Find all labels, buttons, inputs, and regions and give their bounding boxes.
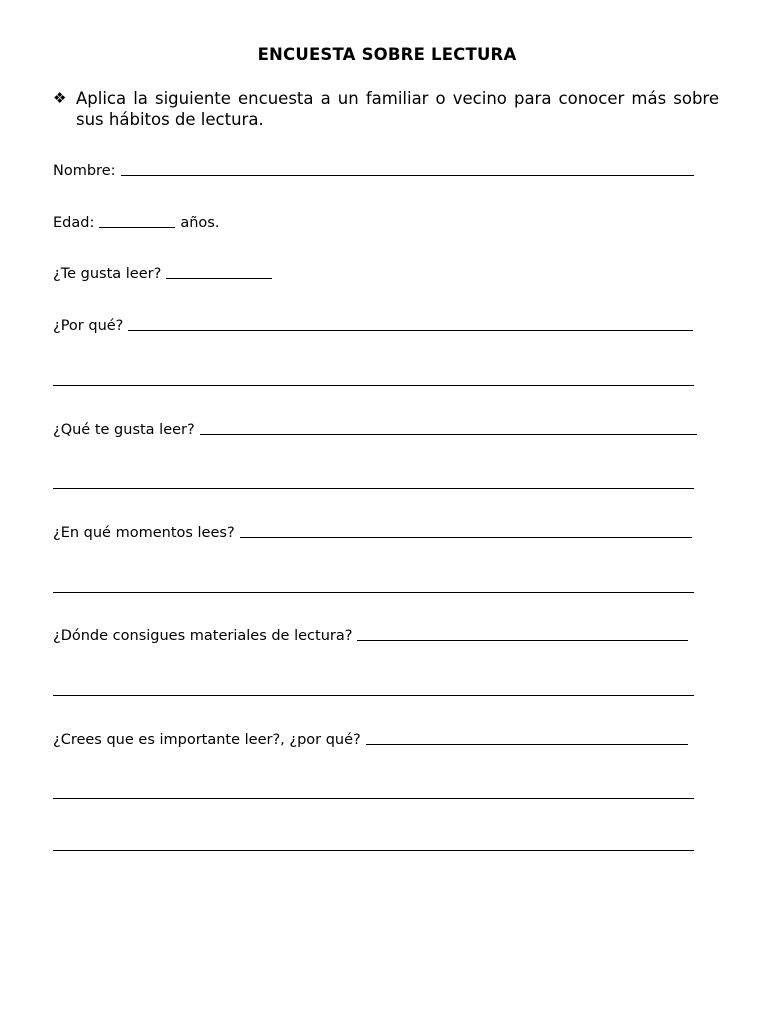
momentos-answer-line[interactable]: [240, 523, 692, 538]
que-leer-answer-line-2[interactable]: [53, 488, 694, 489]
instruction: [53, 88, 719, 130]
importante-answer-line-2[interactable]: [53, 798, 694, 799]
nombre-label: Nombre:: [53, 163, 116, 179]
diamond-bullet-icon: ❖: [53, 89, 67, 107]
nombre-field: [53, 161, 694, 179]
edad-answer-line[interactable]: [99, 213, 175, 228]
donde-label: ¿Dónde consigues materiales de lectura?: [53, 628, 353, 644]
importante-answer-line-3[interactable]: [53, 850, 694, 851]
por-que-answer-line[interactable]: [128, 316, 693, 331]
te-gusta-label: ¿Te gusta leer?: [53, 266, 162, 282]
por-que-label: ¿Por qué?: [53, 318, 124, 334]
nombre-answer-line[interactable]: [121, 161, 694, 176]
importante-field: [53, 730, 688, 748]
instruction-text: Aplica la siguiente encuesta a un familiar o vecino para conocer más sobre sus hábitos de lectura.: [76, 89, 719, 129]
te-gusta-field: [53, 264, 272, 282]
donde-field: [53, 626, 688, 644]
importante-label: ¿Crees que es importante leer?, ¿por qué?: [53, 732, 361, 748]
page-title: ENCUESTA SOBRE LECTURA: [257, 45, 517, 64]
importante-answer-line[interactable]: [366, 730, 688, 745]
donde-answer-line-2[interactable]: [53, 695, 694, 696]
edad-unit: años.: [180, 215, 220, 231]
donde-answer-line[interactable]: [357, 626, 688, 641]
momentos-label: ¿En qué momentos lees?: [53, 525, 235, 541]
momentos-answer-line-2[interactable]: [53, 592, 694, 593]
edad-label: Edad:: [53, 215, 95, 231]
por-que-field: [53, 316, 693, 334]
te-gusta-answer-line[interactable]: [166, 264, 272, 279]
edad-field: [53, 213, 219, 231]
por-que-answer-line-2[interactable]: [53, 385, 694, 386]
momentos-field: [53, 523, 692, 541]
que-leer-field: [53, 420, 697, 438]
que-leer-label: ¿Qué te gusta leer?: [53, 422, 195, 438]
que-leer-answer-line[interactable]: [200, 420, 697, 435]
